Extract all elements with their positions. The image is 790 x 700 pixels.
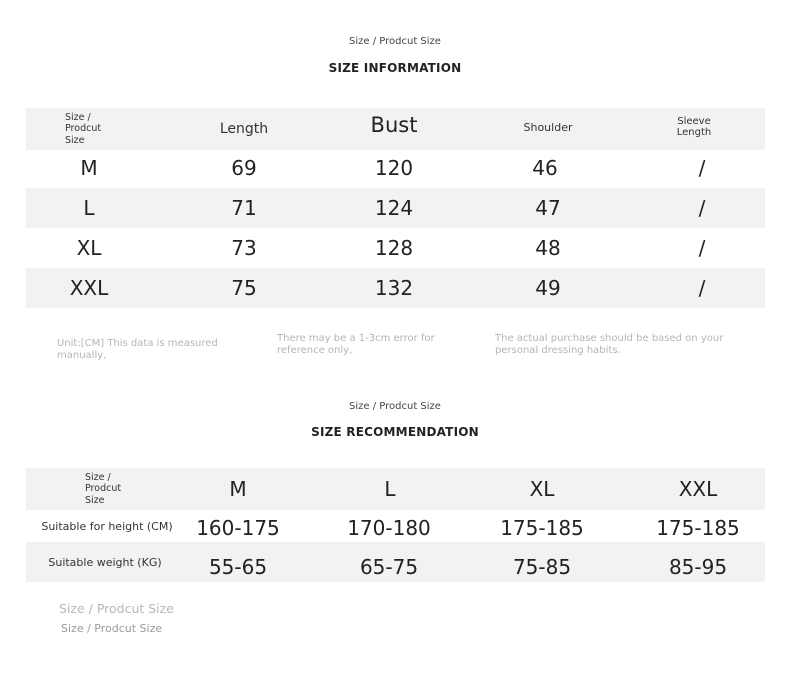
- info-header-size: [65, 108, 135, 150]
- height-value: 170-180: [347, 516, 431, 540]
- size-cell: XXL: [69, 276, 109, 300]
- height-value: 175-185: [500, 516, 584, 540]
- length-cell: 71: [231, 196, 257, 220]
- sleeve-cell: /: [698, 276, 706, 300]
- length-cell: 73: [231, 236, 257, 260]
- sleeve-cell: /: [698, 196, 706, 220]
- sleeve-cell: /: [698, 236, 706, 260]
- bust-cell: 132: [374, 276, 414, 300]
- rec-header-m: M: [229, 477, 247, 501]
- weight-value: 85-95: [668, 555, 728, 579]
- bust-cell: 128: [374, 236, 414, 260]
- weight-label: Suitable weight (KG): [48, 555, 162, 569]
- rec-header-xl: XL: [529, 477, 555, 501]
- info-header-sleeve-line: Sleeve: [677, 116, 711, 127]
- rec-header-l: L: [384, 477, 396, 501]
- info-header-sleeve-line: Length: [676, 127, 712, 138]
- info-header-row: [26, 108, 765, 150]
- info-header-length: Length: [219, 121, 269, 137]
- rec-header-size: [85, 468, 155, 510]
- info-title: SIZE INFORMATION: [328, 61, 462, 75]
- table-row: [26, 268, 765, 308]
- shoulder-cell: 48: [535, 236, 561, 260]
- rec-header-size-line: Size /: [85, 471, 111, 483]
- size-cell: L: [83, 196, 95, 220]
- rec-height-row: [26, 508, 765, 544]
- bust-cell: 124: [374, 196, 414, 220]
- rec-subtitle: Size / Prodcut Size: [349, 401, 441, 412]
- height-value: 175-185: [656, 516, 740, 540]
- weight-value: 55-65: [208, 555, 268, 579]
- info-header-size-line: Size: [65, 134, 85, 146]
- note-error: There may be a 1-3cm error for reference only,: [277, 333, 435, 356]
- rec-title: SIZE RECOMMENDATION: [311, 425, 479, 439]
- info-header-bust: Bust: [370, 113, 418, 137]
- note-purchase: The actual purchase should be based on your personal dressing habits.: [495, 333, 724, 356]
- length-cell: 69: [231, 156, 257, 180]
- length-cell: 75: [231, 276, 257, 300]
- table-row: [26, 188, 765, 228]
- size-cell: XL: [76, 236, 102, 260]
- info-header-size-line: Prodcut: [65, 123, 102, 135]
- weight-value: 65-75: [359, 555, 419, 579]
- size-cell: M: [80, 156, 98, 180]
- note-unit: Unit:[CM] This data is measured manually,: [57, 338, 218, 361]
- height-label: Suitable for height (CM): [41, 519, 173, 533]
- sleeve-cell: /: [698, 156, 706, 180]
- footer-line-1: Size / Prodcut Size: [59, 601, 174, 616]
- info-header-sleeve: [652, 106, 736, 148]
- height-value: 160-175: [196, 516, 280, 540]
- table-row: [26, 228, 765, 268]
- info-header-shoulder: Shoulder: [523, 120, 573, 134]
- shoulder-cell: 49: [535, 276, 561, 300]
- weight-value: 75-85: [512, 555, 572, 579]
- bust-cell: 120: [374, 156, 414, 180]
- rec-header-size-line: Size: [85, 494, 105, 506]
- rec-header-xxl: XXL: [678, 477, 718, 501]
- shoulder-cell: 46: [532, 156, 558, 180]
- info-subtitle: Size / Prodcut Size: [349, 36, 441, 47]
- rec-weight-row: [26, 542, 765, 582]
- footer-line-2: Size / Prodcut Size: [61, 622, 163, 635]
- rec-header-row: [26, 468, 765, 510]
- rec-header-size-line: Prodcut: [85, 483, 122, 495]
- table-row: [26, 148, 765, 188]
- info-header-size-line: Size /: [65, 111, 91, 123]
- shoulder-cell: 47: [535, 196, 561, 220]
